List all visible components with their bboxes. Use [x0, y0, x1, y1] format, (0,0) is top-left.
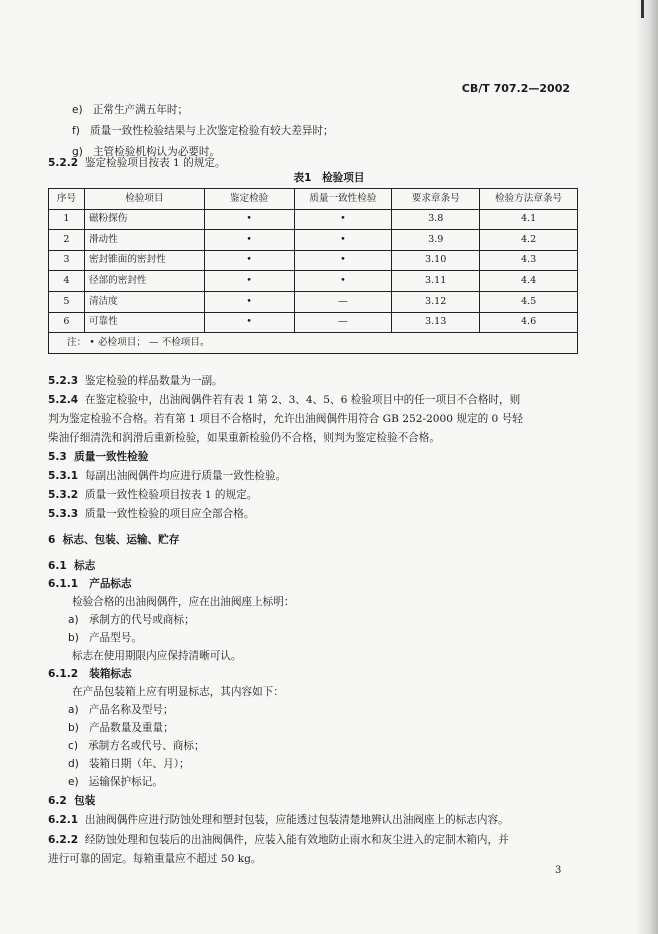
- table-row: 4 径部的密封性 • • 3.11 4.4: [49, 271, 578, 292]
- list-item-f: f) 质量一致性检验结果与上次鉴定检验有较大差异时；: [72, 125, 334, 137]
- clause-6-1-1-outro: 标志在使用期限内应保持清晰可认。: [72, 650, 242, 662]
- section-6-2: 6.2 包装: [48, 795, 96, 807]
- list-item: a) 承制方的代号或商标；: [68, 614, 195, 626]
- clause-5-2-4-line2: 判为鉴定检验不合格。若有第 1 项目不合格时，允许出油阀偶件用符合 GB 252-2000 规定的 0 号轻: [48, 413, 523, 425]
- table-row: 6 可靠性 • — 3.13 4.6: [49, 312, 578, 333]
- scan-corner-mark: [641, 0, 644, 18]
- list-item: c) 承制方名或代号、商标；: [68, 740, 205, 752]
- inspection-table: [48, 188, 578, 354]
- table-row: 3 密封锥面的密封性 • • 3.10 4.3: [49, 250, 578, 271]
- clause-5-3-1: 5.3.1 每副出油阀偶件均应进行质量一致性检验。: [48, 470, 287, 482]
- list-item: e) 运输保护标记。: [68, 776, 163, 788]
- table-row: 1 磁粉探伤 • • 3.8 4.1: [49, 209, 578, 230]
- list-item-g: g) 主管检验机构认为必要时。: [72, 146, 221, 158]
- clause-6-2-1: 6.2.1 出油阀偶件应进行防蚀处理和塑封包装，应能透过包装清楚地辨认出油阀座上的标志内容。: [48, 814, 509, 826]
- clause-5-2-4: 5.2.4 在鉴定检验中，出油阀偶件若有表 1 第 2、3、4、5、6 检验项目中的任一项目不合格时，则: [48, 394, 521, 406]
- list-item: b) 产品数量及重量；: [68, 722, 174, 734]
- section-6-1: 6.1 标志: [48, 560, 96, 572]
- table-row: 5 清洁度 • — 3.12 4.5: [49, 291, 578, 312]
- header-cell: 鉴定检验: [204, 189, 294, 210]
- table-row: 2 滑动性 • • 3.9 4.2: [49, 230, 578, 251]
- section-5-3: 5.3 质量一致性检验: [48, 451, 149, 463]
- list-item: b) 产品型号。: [68, 632, 142, 644]
- page-edge-shadow: [636, 0, 658, 934]
- standard-code: CB/T 707.2—2002: [461, 82, 570, 95]
- clause-6-1-1: 6.1.1 产品标志: [48, 578, 132, 590]
- table-title: 表1 检验项目: [293, 172, 365, 184]
- clause-6-1-2: 6.1.2 装箱标志: [48, 668, 132, 680]
- clause-5-2-2: 5.2.2 鉴定检验项目按表 1 的规定。: [48, 157, 226, 169]
- page-number: 3: [555, 865, 562, 876]
- clause-6-1-2-intro: 在产品包装箱上应有明显标志，其内容如下：: [72, 686, 284, 698]
- clause-5-3-2: 5.3.2 质量一致性检验项目按表 1 的规定。: [48, 489, 258, 501]
- clause-6-2-2: 6.2.2 经防蚀处理和包装后的出油阀偶件，应装入能有效地防止雨水和灰尘进入的定制木箱内，并: [48, 834, 509, 846]
- table-note-row: [49, 333, 578, 354]
- clause-6-1-1-intro: 检验合格的出油阀偶件，应在出油阀座上标明：: [72, 596, 295, 608]
- header-cell: 质量一致性检验: [294, 189, 392, 210]
- table-note: 注： • 必检项目； — 不检项目。: [49, 333, 578, 354]
- clause-5-2-4-line3: 柴油仔细清洗和润滑后重新检验，如果重新检验仍不合格，则判为鉴定检验不合格。: [48, 432, 440, 444]
- chapter-6: 6 标志、包装、运输、贮存: [48, 534, 180, 546]
- clause-6-2-2-line2: 进行可靠的固定。每箱重量应不超过 50 kg。: [48, 853, 262, 865]
- clause-5-2-3: 5.2.3 鉴定检验的样品数量为一副。: [48, 375, 223, 387]
- list-item-e: e) 正常生产满五年时；: [72, 104, 189, 116]
- header-cell: 检验项目: [84, 189, 204, 210]
- list-item: d) 装箱日期（年、月）；: [68, 758, 190, 770]
- header-cell: 序号: [49, 189, 85, 210]
- header-cell: 检验方法章条号: [480, 189, 578, 210]
- list-item: a) 产品名称及型号；: [68, 704, 174, 716]
- clause-5-3-3: 5.3.3 质量一致性检验的项目应全部合格。: [48, 508, 255, 520]
- header-cell: 要求章条号: [392, 189, 480, 210]
- table-header-row: [49, 189, 578, 210]
